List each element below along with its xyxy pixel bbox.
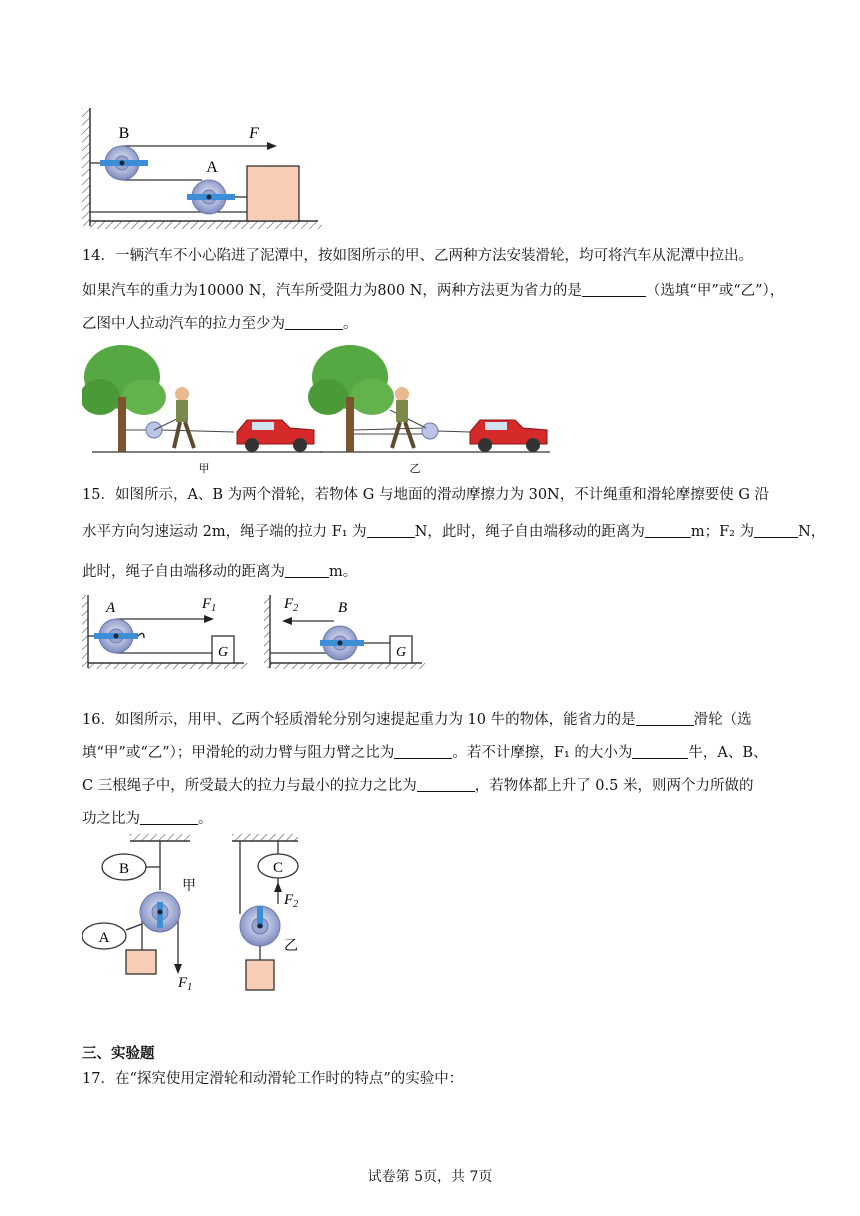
- section-title: 三、实验题: [82, 1046, 155, 1062]
- label-b: B: [118, 125, 130, 142]
- label-f: F: [249, 125, 259, 142]
- q14-blank-2[interactable]: [285, 315, 343, 330]
- q16-line-3: C 三根绳子中，所受最大的拉力与最小的拉力之比为 ，若物体都上升了 0.5 米，则两个力所做的: [82, 778, 754, 794]
- q16-blank-3[interactable]: [632, 744, 688, 759]
- fig15-right-block-label: G: [395, 645, 407, 660]
- fig16-label-jia: 甲: [182, 879, 196, 894]
- label-a: A: [206, 159, 218, 176]
- pulley-figure-q16: [82, 832, 312, 997]
- q16-blank-1[interactable]: [636, 711, 694, 726]
- q16-blank-2[interactable]: [394, 744, 452, 759]
- q16-line-2: 填“甲”或“乙”）；甲滑轮的动力臂与阻力臂之比为 。若不计摩擦，F₁ 的大小为 牛，A、B、: [82, 745, 768, 761]
- q15-line-2: 水平方向匀速运动 2m，绳子端的拉力 F₁ 为 N，此时，绳子自由端移动的距离为 m；F₂ 为 N，: [82, 524, 826, 540]
- q15-line-3: 此时，绳子自由端移动的距离为 m。: [82, 564, 358, 580]
- car-pulley-illustration: [82, 342, 557, 477]
- q14-line-1: 14．一辆汽车不小心陷进了泥潭中，按如图所示的甲、乙两种方法安装滑轮，均可将汽车从泥潭中拉出。: [82, 248, 753, 264]
- q15-blank-4[interactable]: [285, 563, 329, 578]
- q15-blank-3[interactable]: [754, 523, 798, 538]
- caption-yi: 乙: [409, 462, 421, 475]
- q16-line-4: 功之比为 。: [82, 811, 213, 827]
- fig15-left-force: $F_1$: [202, 596, 217, 614]
- q15-blank-1[interactable]: [367, 523, 415, 538]
- fig16-force-f2: $F_2$: [284, 892, 299, 910]
- fig15-right-force: $F_2$: [284, 596, 299, 614]
- fig16-label-yi: 乙: [284, 939, 298, 954]
- scene-jia: [82, 345, 322, 475]
- fig15-right-pulley-label: B: [338, 600, 348, 616]
- q14-line-3: 乙图中人拉动汽车的拉力至少为 。: [82, 316, 358, 332]
- q16-blank-5[interactable]: [140, 810, 198, 825]
- fig15-left-block-label: G: [217, 645, 229, 660]
- fig15-left-pulley-label: A: [106, 600, 116, 616]
- fig16-label-b: B: [118, 861, 130, 877]
- q16-blank-4[interactable]: [417, 777, 475, 792]
- fig16-label-c: C: [272, 860, 284, 876]
- q15-blank-2[interactable]: [645, 523, 691, 538]
- caption-jia: 甲: [198, 462, 210, 475]
- q17-line-1: 17．在“探究使用定滑轮和动滑轮工作时的特点”的实验中：: [82, 1071, 464, 1087]
- q14-blank-1[interactable]: [582, 282, 646, 297]
- pulley-figure-q13: [82, 108, 322, 233]
- pulley-figure-q15: [82, 590, 427, 675]
- fig16-force-f1: $F_1$: [178, 975, 193, 993]
- q15-line-1: 15．如图所示，A、B 为两个滑轮，若物体 G 与地面的滑动摩擦力为 30N，不计绳重和滑轮摩擦要使 G 沿: [82, 487, 770, 503]
- page-footer: 试卷第 5页，共 7页: [367, 1169, 493, 1185]
- scene-yi: [308, 345, 550, 475]
- q14-line-2: 如果汽车的重力为10000 N，汽车所受阻力为800 N，两种方法更为省力的是 （选填“甲”或“乙”），: [82, 283, 785, 299]
- q16-line-1: 16．如图所示，用甲、乙两个轻质滑轮分别匀速提起重力为 10 牛的物体，能省力的是 滑轮（选: [82, 712, 752, 728]
- fig16-label-a: A: [98, 930, 110, 946]
